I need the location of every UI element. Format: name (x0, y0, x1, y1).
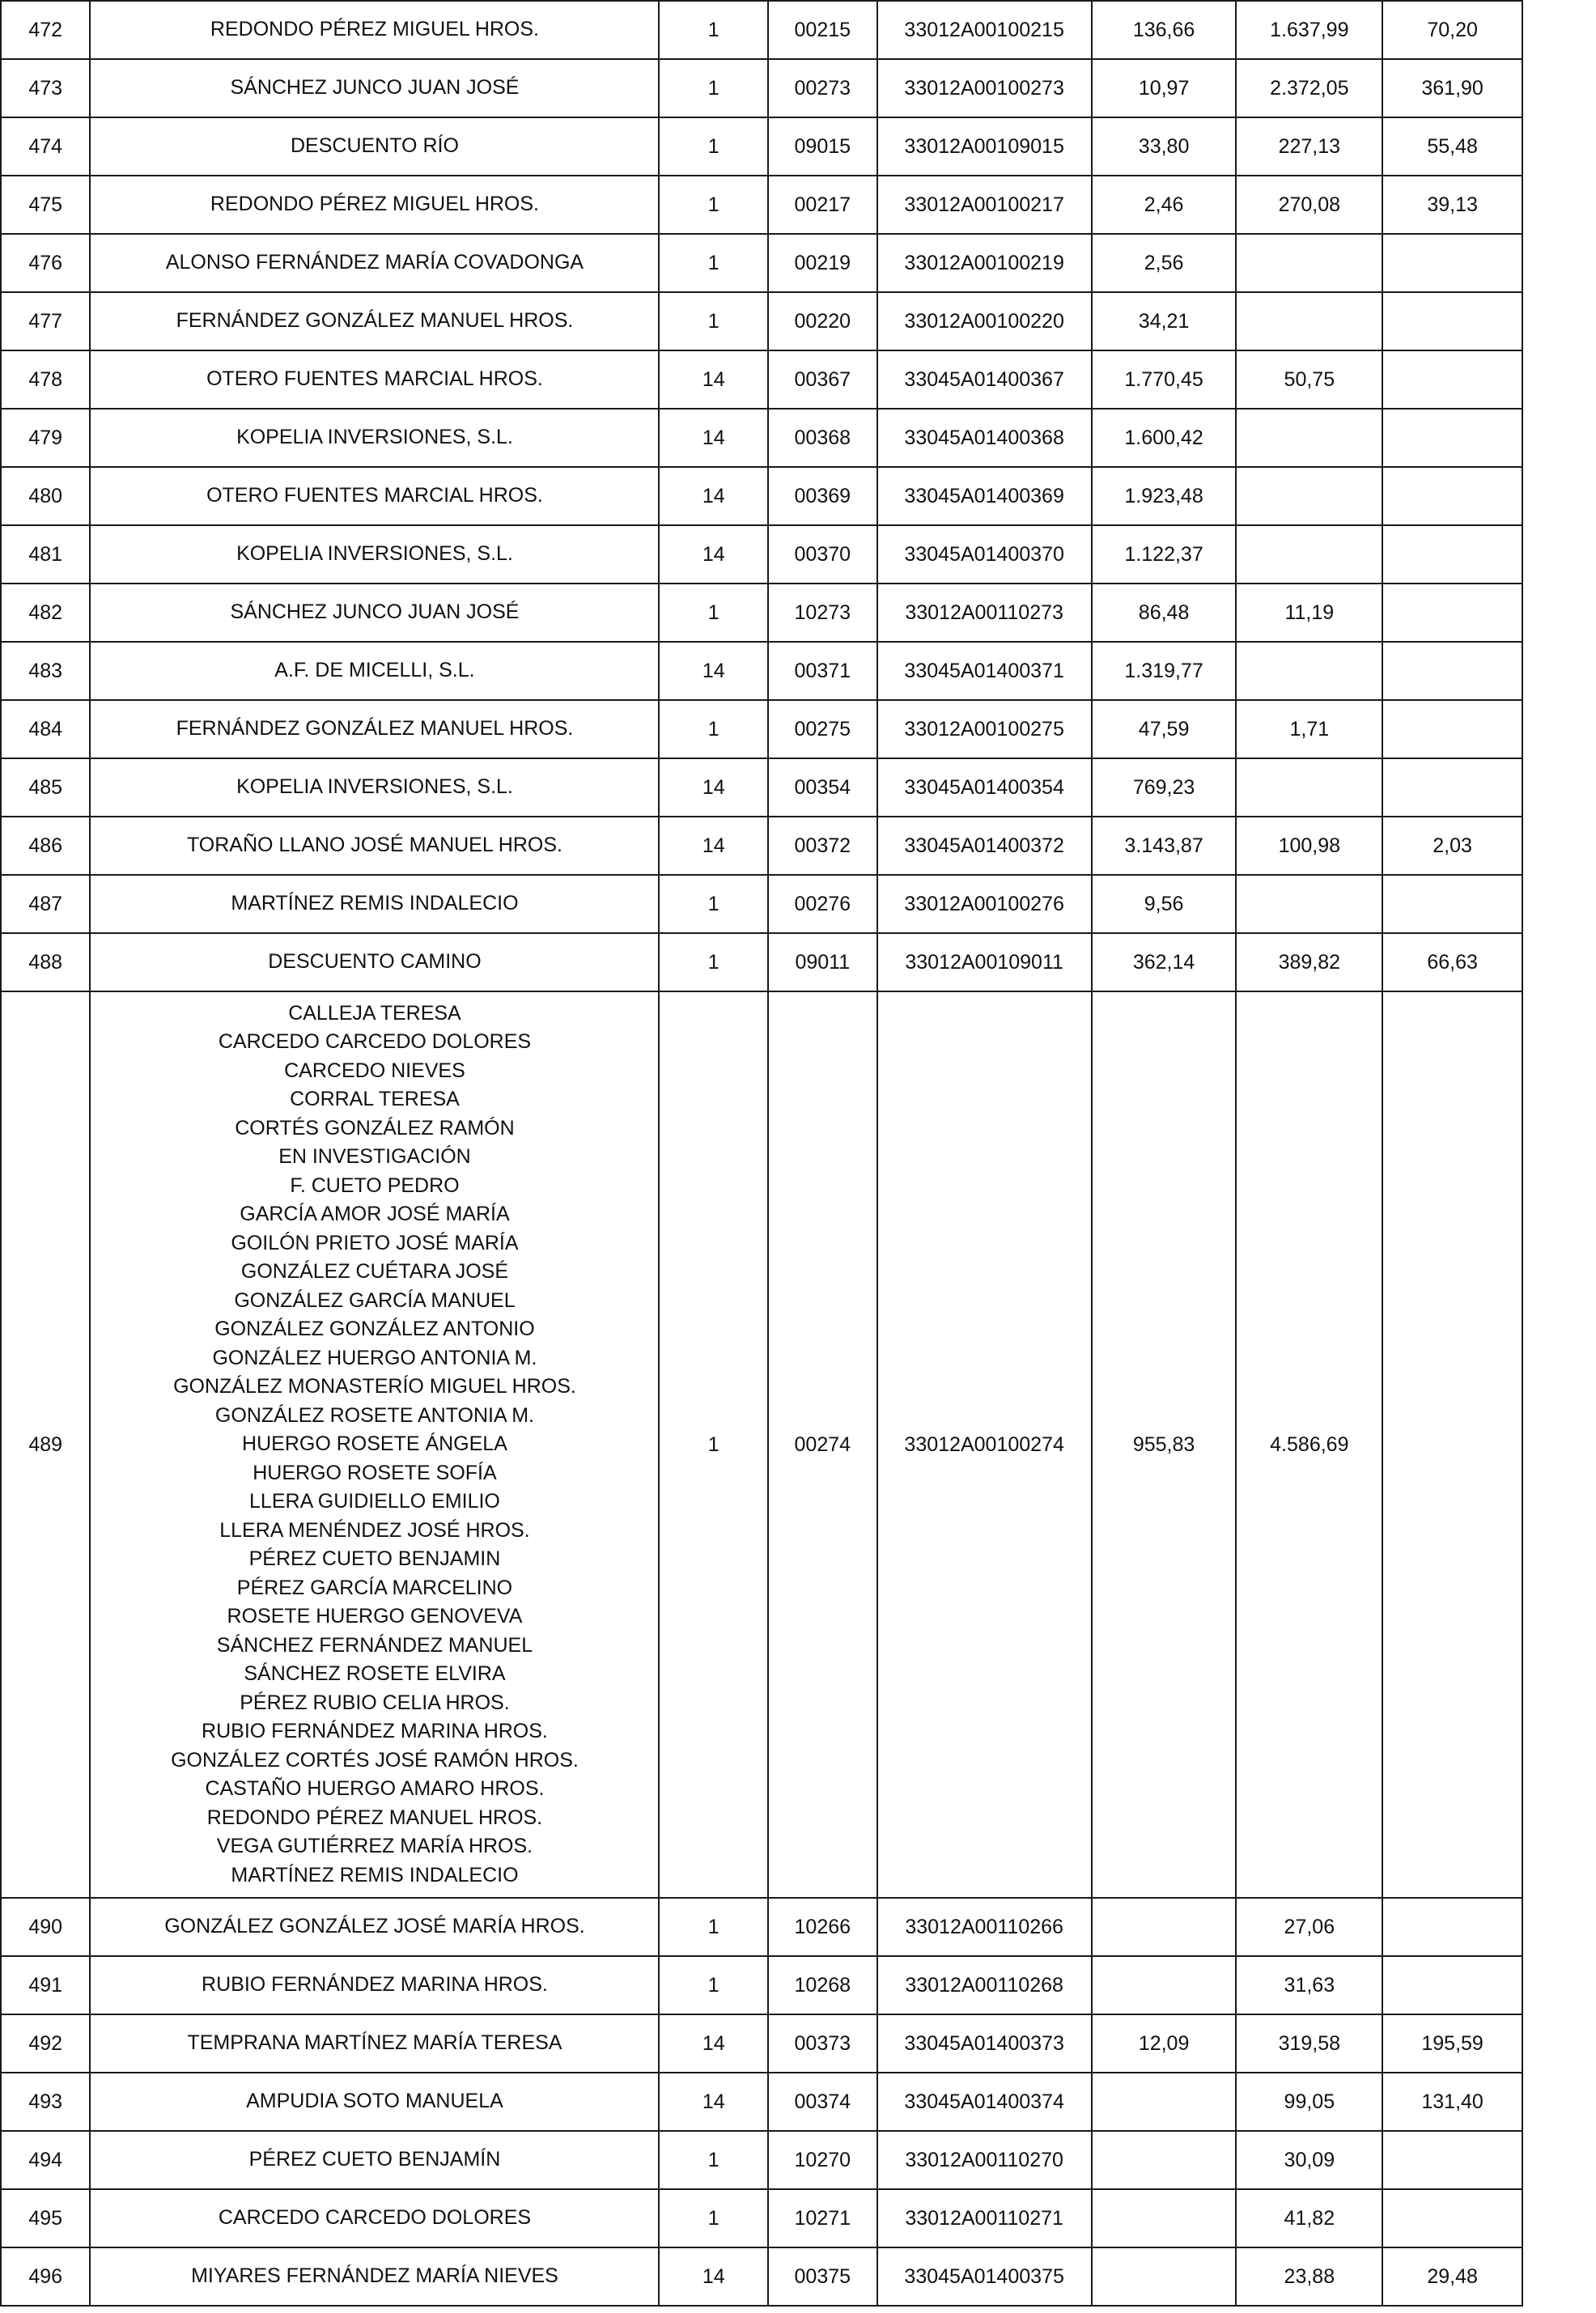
value-b-cell: 1,71 (1236, 700, 1382, 758)
row-number-cell: 494 (1, 2131, 90, 2189)
parcela-cell: 00217 (768, 176, 877, 234)
value-a-cell: 1.923,48 (1092, 467, 1237, 525)
parcela-cell: 00372 (768, 817, 877, 875)
value-c-cell: 361,90 (1382, 59, 1522, 117)
row-number-cell: 483 (1, 642, 90, 700)
owners-cell (90, 409, 659, 467)
value-c-cell (1382, 525, 1522, 584)
value-a-cell (1092, 2073, 1237, 2131)
table-row (1, 1, 1522, 59)
cadastral-reference-cell: 33012A00110273 (877, 584, 1092, 642)
row-number-cell: 480 (1, 467, 90, 525)
value-b-cell: 31,63 (1236, 1956, 1382, 2014)
value-b-cell: 2.372,05 (1236, 59, 1382, 117)
poligono-cell: 14 (659, 467, 768, 525)
owners-cell (90, 1956, 659, 2014)
value-b-cell: 319,58 (1236, 2014, 1382, 2073)
cadastral-reference-cell: 33012A00100275 (877, 700, 1092, 758)
parcela-cell: 10268 (768, 1956, 877, 2014)
row-number-cell: 477 (1, 292, 90, 350)
owner-name: SÁNCHEZ ROSETE ELVIRA (244, 1662, 506, 1686)
value-a-cell: 1.600,42 (1092, 409, 1237, 467)
table-row (1, 991, 1522, 1898)
cadastral-reference-cell: 33012A00100274 (877, 991, 1092, 1898)
owner-name: FERNÁNDEZ GONZÁLEZ MANUEL HROS. (176, 717, 574, 741)
value-c-cell (1382, 2189, 1522, 2247)
value-c-cell (1382, 467, 1522, 525)
parcela-cell: 00375 (768, 2247, 877, 2306)
owner-name: GONZÁLEZ GONZÁLEZ ANTONIO (214, 1318, 535, 1341)
value-c-cell (1382, 758, 1522, 817)
parcela-cell: 00371 (768, 642, 877, 700)
poligono-cell: 14 (659, 2014, 768, 2073)
value-a-cell (1092, 2189, 1237, 2247)
owner-name: HUERGO ROSETE ÁNGELA (242, 1432, 507, 1456)
value-b-cell: 23,88 (1236, 2247, 1382, 2306)
value-a-cell: 33,80 (1092, 117, 1237, 176)
owners-cell (90, 2073, 659, 2131)
value-b-cell (1236, 642, 1382, 700)
value-b-cell: 100,98 (1236, 817, 1382, 875)
value-a-cell (1092, 1956, 1237, 2014)
value-c-cell (1382, 350, 1522, 409)
value-b-cell: 389,82 (1236, 933, 1382, 991)
row-number-cell: 495 (1, 2189, 90, 2247)
row-number-cell: 473 (1, 59, 90, 117)
table-row (1, 817, 1522, 875)
owner-name: F. CUETO PEDRO (290, 1173, 460, 1197)
value-c-cell: 55,48 (1382, 117, 1522, 176)
cadastral-reference-cell: 33045A01400373 (877, 2014, 1092, 2073)
poligono-cell: 1 (659, 2189, 768, 2247)
cadastral-reference-cell: 33012A00100215 (877, 1, 1092, 59)
value-c-cell (1382, 1898, 1522, 1956)
owner-name: EN INVESTIGACIÓN (278, 1145, 471, 1169)
value-a-cell: 9,56 (1092, 875, 1237, 933)
owner-name: GONZÁLEZ CORTÉS JOSÉ RAMÓN HROS. (171, 1748, 579, 1772)
value-b-cell (1236, 875, 1382, 933)
owner-name: FERNÁNDEZ GONZÁLEZ MANUEL HROS. (176, 309, 574, 333)
value-c-cell (1382, 234, 1522, 292)
parcela-cell: 00369 (768, 467, 877, 525)
owner-name: GONZÁLEZ MONASTERÍO MIGUEL HROS. (173, 1375, 576, 1398)
parcela-cell: 09015 (768, 117, 877, 176)
owner-name: CASTAÑO HUERGO AMARO HROS. (205, 1777, 545, 1801)
table-row (1, 117, 1522, 176)
parcela-cell: 00354 (768, 758, 877, 817)
owner-name: CALLEJA TERESA (288, 1001, 461, 1025)
owners-cell (90, 2247, 659, 2306)
value-b-cell: 99,05 (1236, 2073, 1382, 2131)
parcela-cell: 00374 (768, 2073, 877, 2131)
parcela-cell: 00215 (768, 1, 877, 59)
value-b-cell: 4.586,69 (1236, 991, 1382, 1898)
parcela-cell: 10271 (768, 2189, 877, 2247)
cadastral-reference-cell: 33012A00100217 (877, 176, 1092, 234)
owner-name: PÉREZ CUETO BENJAMÍN (248, 2148, 501, 2171)
owners-cell (90, 59, 659, 117)
value-b-cell: 227,13 (1236, 117, 1382, 176)
value-c-cell (1382, 642, 1522, 700)
value-a-cell: 12,09 (1092, 2014, 1237, 2073)
poligono-cell: 14 (659, 642, 768, 700)
value-a-cell (1092, 2247, 1237, 2306)
value-b-cell: 1.637,99 (1236, 1, 1382, 59)
parcela-cell: 10273 (768, 584, 877, 642)
owner-name: CORTÉS GONZÁLEZ RAMÓN (235, 1116, 515, 1140)
cadastral-reference-cell: 33045A01400369 (877, 467, 1092, 525)
owner-name: KOPELIA INVERSIONES, S.L. (236, 542, 513, 566)
value-c-cell (1382, 2131, 1522, 2189)
row-number-cell: 481 (1, 525, 90, 584)
value-a-cell: 3.143,87 (1092, 817, 1237, 875)
value-b-cell: 27,06 (1236, 1898, 1382, 1956)
owner-name: CARCEDO CARCEDO DOLORES (218, 1030, 532, 1054)
poligono-cell: 1 (659, 1956, 768, 2014)
owner-name: MARTÍNEZ REMIS INDALECIO (231, 1863, 519, 1886)
row-number-cell: 472 (1, 1, 90, 59)
poligono-cell: 1 (659, 176, 768, 234)
owners-cell (90, 234, 659, 292)
value-b-cell (1236, 525, 1382, 584)
parcela-cell: 00275 (768, 700, 877, 758)
table-row (1, 875, 1522, 933)
owners-cell (90, 642, 659, 700)
value-a-cell: 769,23 (1092, 758, 1237, 817)
value-b-cell: 11,19 (1236, 584, 1382, 642)
poligono-cell: 1 (659, 234, 768, 292)
owner-name: GONZÁLEZ GARCÍA MANUEL (234, 1288, 516, 1312)
row-number-cell: 493 (1, 2073, 90, 2131)
row-number-cell: 476 (1, 234, 90, 292)
value-b-cell (1236, 467, 1382, 525)
row-number-cell: 487 (1, 875, 90, 933)
parcela-cell: 00273 (768, 59, 877, 117)
owner-name: GONZÁLEZ GONZÁLEZ JOSÉ MARÍA HROS. (164, 1915, 585, 1938)
value-c-cell (1382, 700, 1522, 758)
poligono-cell: 1 (659, 1, 768, 59)
cadastral-reference-cell: 33012A00110268 (877, 1956, 1092, 2014)
owners-cell (90, 350, 659, 409)
owner-name: ROSETE HUERGO GENOVEVA (227, 1605, 523, 1628)
table-row (1, 2189, 1522, 2247)
cadastral-reference-cell: 33045A01400370 (877, 525, 1092, 584)
owner-name: LLERA MENÉNDEZ JOSÉ HROS. (219, 1518, 530, 1542)
cadastral-reference-cell: 33045A01400374 (877, 2073, 1092, 2131)
value-a-cell: 1.319,77 (1092, 642, 1237, 700)
owner-name: PÉREZ RUBIO CELIA HROS. (240, 1691, 510, 1714)
table-row (1, 584, 1522, 642)
owners-cell (90, 875, 659, 933)
poligono-cell: 1 (659, 117, 768, 176)
value-b-cell: 30,09 (1236, 2131, 1382, 2189)
table-row (1, 292, 1522, 350)
owners-cell (90, 2189, 659, 2247)
owners-cell (90, 700, 659, 758)
value-c-cell (1382, 584, 1522, 642)
value-c-cell: 2,03 (1382, 817, 1522, 875)
value-b-cell (1236, 292, 1382, 350)
cadastral-reference-cell: 33012A00100220 (877, 292, 1092, 350)
owners-cell (90, 1, 659, 59)
parcela-cell: 00220 (768, 292, 877, 350)
row-number-cell: 486 (1, 817, 90, 875)
row-number-cell: 485 (1, 758, 90, 817)
table-row (1, 59, 1522, 117)
parcela-cell: 00219 (768, 234, 877, 292)
value-a-cell (1092, 1898, 1237, 1956)
owner-name: GONZÁLEZ HUERGO ANTONIA M. (212, 1346, 537, 1369)
table-row (1, 758, 1522, 817)
owners-cell (90, 2014, 659, 2073)
owners-cell (90, 292, 659, 350)
owner-name: DESCUENTO CAMINO (268, 950, 482, 974)
value-c-cell: 195,59 (1382, 2014, 1522, 2073)
value-c-cell: 39,13 (1382, 176, 1522, 234)
cadastral-reference-cell: 33045A01400372 (877, 817, 1092, 875)
owner-name: SÁNCHEZ JUNCO JUAN JOSÉ (230, 601, 520, 624)
owner-name: CORRAL TERESA (290, 1088, 460, 1111)
poligono-cell: 14 (659, 2073, 768, 2131)
value-a-cell: 362,14 (1092, 933, 1237, 991)
parcela-cell: 09011 (768, 933, 877, 991)
owner-name: OTERO FUENTES MARCIAL HROS. (206, 367, 543, 391)
parcela-cell: 00370 (768, 525, 877, 584)
poligono-cell: 1 (659, 292, 768, 350)
poligono-cell: 1 (659, 991, 768, 1898)
value-a-cell: 47,59 (1092, 700, 1237, 758)
value-b-cell (1236, 758, 1382, 817)
row-number-cell: 490 (1, 1898, 90, 1956)
owner-name: PÉREZ CUETO BENJAMIN (248, 1547, 501, 1571)
value-a-cell: 86,48 (1092, 584, 1237, 642)
owner-name: OTERO FUENTES MARCIAL HROS. (206, 484, 543, 507)
value-c-cell: 66,63 (1382, 933, 1522, 991)
row-number-cell: 474 (1, 117, 90, 176)
cadastral-reference-cell: 33012A00110270 (877, 2131, 1092, 2189)
value-b-cell (1236, 234, 1382, 292)
owner-name: KOPELIA INVERSIONES, S.L. (236, 775, 513, 799)
value-c-cell (1382, 991, 1522, 1898)
table-row (1, 933, 1522, 991)
poligono-cell: 14 (659, 758, 768, 817)
table-row (1, 2073, 1522, 2131)
poligono-cell: 1 (659, 700, 768, 758)
cadastral-reference-cell: 33045A01400375 (877, 2247, 1092, 2306)
value-b-cell: 41,82 (1236, 2189, 1382, 2247)
owners-cell (90, 117, 659, 176)
owner-name: RUBIO FERNÁNDEZ MARINA HROS. (202, 1720, 548, 1743)
owner-name: GONZÁLEZ CUÉTARA JOSÉ (240, 1260, 509, 1284)
owners-cell (90, 817, 659, 875)
owner-name: MIYARES FERNÁNDEZ MARÍA NIEVES (191, 2264, 558, 2288)
owner-name: REDONDO PÉREZ MIGUEL HROS. (210, 193, 539, 216)
cadastral-reference-cell: 33012A00100273 (877, 59, 1092, 117)
owner-name: PÉREZ GARCÍA MARCELINO (236, 1576, 513, 1599)
owner-name: RUBIO FERNÁNDEZ MARINA HROS. (202, 1973, 548, 1997)
value-a-cell: 1.770,45 (1092, 350, 1237, 409)
value-c-cell (1382, 875, 1522, 933)
value-c-cell: 131,40 (1382, 2073, 1522, 2131)
owners-cell (90, 758, 659, 817)
value-a-cell: 955,83 (1092, 991, 1237, 1898)
table-row (1, 525, 1522, 584)
owner-name: TORAÑO LLANO JOSÉ MANUEL HROS. (186, 834, 562, 857)
owner-name: ALONSO FERNÁNDEZ MARÍA COVADONGA (165, 251, 584, 274)
cadastral-reference-cell: 33045A01400371 (877, 642, 1092, 700)
table-row (1, 2247, 1522, 2306)
row-number-cell: 478 (1, 350, 90, 409)
poligono-cell: 1 (659, 933, 768, 991)
table-row (1, 409, 1522, 467)
table-row (1, 176, 1522, 234)
owner-name: DESCUENTO RÍO (291, 134, 459, 158)
owners-cell (90, 176, 659, 234)
owner-name: LLERA GUIDIELLO EMILIO (249, 1490, 500, 1513)
parcela-cell: 00367 (768, 350, 877, 409)
table-row (1, 700, 1522, 758)
owners-cell (90, 1898, 659, 1956)
table-row (1, 234, 1522, 292)
row-number-cell: 489 (1, 991, 90, 1898)
row-number-cell: 484 (1, 700, 90, 758)
value-a-cell (1092, 2131, 1237, 2189)
table-row (1, 2131, 1522, 2189)
owner-name: GARCÍA AMOR JOSÉ MARÍA (240, 1203, 510, 1226)
row-number-cell: 475 (1, 176, 90, 234)
poligono-cell: 14 (659, 525, 768, 584)
owner-name: HUERGO ROSETE SOFÍA (253, 1461, 497, 1484)
table-row (1, 2014, 1522, 2073)
cadastral-reference-cell: 33012A00110271 (877, 2189, 1092, 2247)
table-row (1, 642, 1522, 700)
cadastral-reference-cell: 33012A00109011 (877, 933, 1092, 991)
poligono-cell: 14 (659, 409, 768, 467)
value-c-cell (1382, 1956, 1522, 2014)
row-number-cell: 482 (1, 584, 90, 642)
poligono-cell: 1 (659, 2131, 768, 2189)
owner-name: SÁNCHEZ JUNCO JUAN JOSÉ (230, 76, 520, 100)
value-a-cell: 2,56 (1092, 234, 1237, 292)
value-a-cell: 2,46 (1092, 176, 1237, 234)
table-row (1, 350, 1522, 409)
cadastral-reference-cell: 33012A00110266 (877, 1898, 1092, 1956)
owner-name: GONZÁLEZ ROSETE ANTONIA M. (214, 1403, 534, 1427)
value-c-cell (1382, 409, 1522, 467)
value-b-cell (1236, 409, 1382, 467)
owners-cell (90, 525, 659, 584)
cadastral-reference-cell: 33012A00109015 (877, 117, 1092, 176)
owner-name: MARTÍNEZ REMIS INDALECIO (231, 892, 519, 915)
value-a-cell: 10,97 (1092, 59, 1237, 117)
table-body (1, 1, 1522, 2306)
value-b-cell: 270,08 (1236, 176, 1382, 234)
row-number-cell: 496 (1, 2247, 90, 2306)
owner-name: REDONDO PÉREZ MANUEL HROS. (206, 1806, 543, 1829)
poligono-cell: 1 (659, 875, 768, 933)
parcela-cell: 00274 (768, 991, 877, 1898)
table-row (1, 1956, 1522, 2014)
row-number-cell: 491 (1, 1956, 90, 2014)
table-row (1, 1898, 1522, 1956)
value-c-cell: 29,48 (1382, 2247, 1522, 2306)
owners-cell (90, 467, 659, 525)
row-number-cell: 479 (1, 409, 90, 467)
value-a-cell: 136,66 (1092, 1, 1237, 59)
owner-name: CARCEDO NIEVES (284, 1059, 465, 1082)
owner-name: VEGA GUTIÉRREZ MARÍA HROS. (216, 1835, 533, 1858)
owner-name: AMPUDIA SOTO MANUELA (246, 2090, 503, 2113)
parcela-cell: 10266 (768, 1898, 877, 1956)
poligono-cell: 14 (659, 350, 768, 409)
poligono-cell: 14 (659, 817, 768, 875)
parcela-cell: 00368 (768, 409, 877, 467)
owners-cell (90, 991, 659, 1898)
poligono-cell: 1 (659, 59, 768, 117)
owners-cell (90, 933, 659, 991)
row-number-cell: 492 (1, 2014, 90, 2073)
parcela-cell: 00373 (768, 2014, 877, 2073)
cadastral-reference-cell: 33045A01400368 (877, 409, 1092, 467)
cadastral-reference-cell: 33045A01400367 (877, 350, 1092, 409)
poligono-cell: 1 (659, 1898, 768, 1956)
owner-name: KOPELIA INVERSIONES, S.L. (236, 426, 513, 449)
value-c-cell: 70,20 (1382, 1, 1522, 59)
parcela-cell: 00276 (768, 875, 877, 933)
value-c-cell (1382, 292, 1522, 350)
owner-name: CARCEDO CARCEDO DOLORES (218, 2206, 532, 2230)
cadastral-reference-cell: 33012A00100276 (877, 875, 1092, 933)
cadastral-reference-cell: 33012A00100219 (877, 234, 1092, 292)
poligono-cell: 14 (659, 2247, 768, 2306)
owner-name: GOILÓN PRIETO JOSÉ MARÍA (231, 1231, 519, 1254)
cadastral-reference-cell: 33045A01400354 (877, 758, 1092, 817)
value-a-cell: 34,21 (1092, 292, 1237, 350)
poligono-cell: 1 (659, 584, 768, 642)
value-b-cell: 50,75 (1236, 350, 1382, 409)
parcela-cell: 10270 (768, 2131, 877, 2189)
owner-name: A.F. DE MICELLI, S.L. (274, 659, 475, 682)
owner-name: REDONDO PÉREZ MIGUEL HROS. (210, 18, 539, 41)
owners-cell (90, 2131, 659, 2189)
owners-cell (90, 584, 659, 642)
table-row (1, 467, 1522, 525)
owner-name: SÁNCHEZ FERNÁNDEZ MANUEL (216, 1633, 533, 1657)
owner-name: TEMPRANA MARTÍNEZ MARÍA TERESA (187, 2031, 562, 2055)
row-number-cell: 488 (1, 933, 90, 991)
value-a-cell: 1.122,37 (1092, 525, 1237, 584)
